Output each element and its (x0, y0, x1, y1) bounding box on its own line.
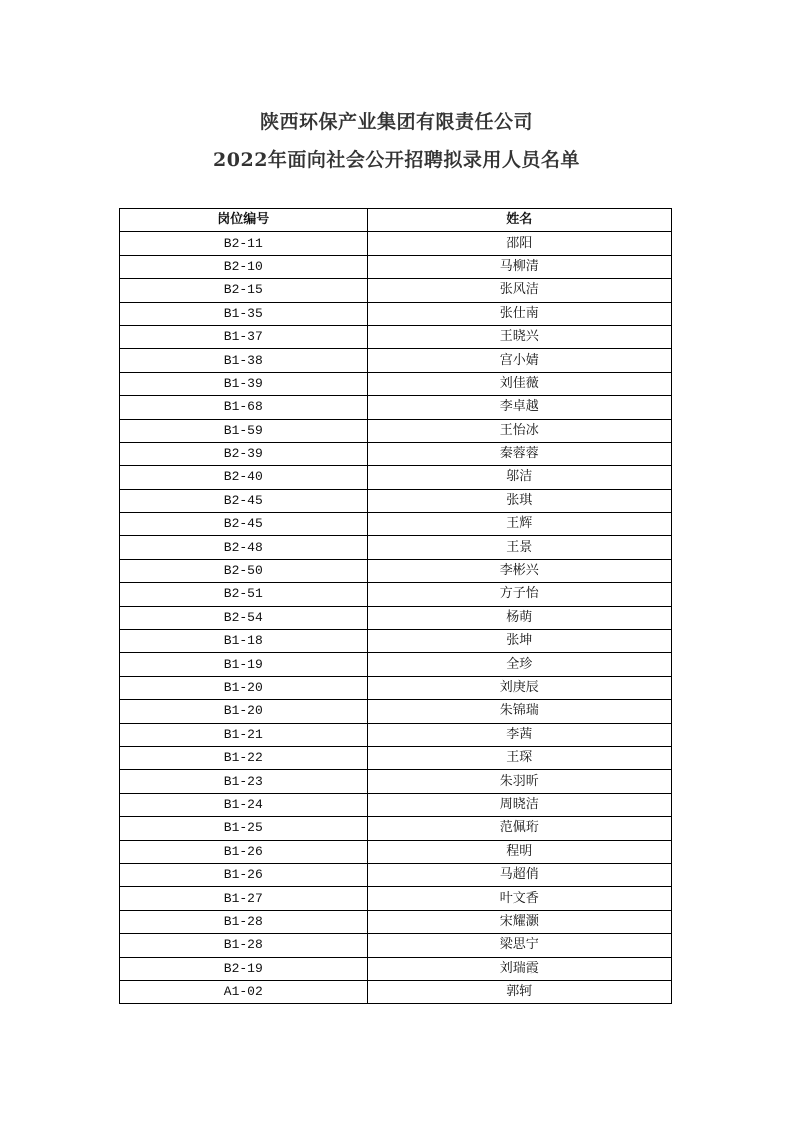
person-name-cell: 李茜 (367, 723, 671, 746)
position-code-cell: B2-10 (120, 255, 368, 278)
table-row (120, 887, 672, 910)
table-row (120, 653, 672, 676)
table-row (120, 840, 672, 863)
document-title-company: 陕西环保产业集团有限责任公司 (259, 111, 533, 133)
position-code-cell: B2-39 (120, 442, 368, 465)
position-code-cell: B1-28 (120, 910, 368, 933)
person-name-cell: 王晓兴 (367, 325, 671, 348)
person-name-cell: 李彬兴 (367, 559, 671, 582)
position-code-cell: B1-23 (120, 770, 368, 793)
person-name-cell: 程明 (367, 840, 671, 863)
table-row (120, 302, 672, 325)
person-name-cell: 朱锦瑞 (367, 700, 671, 723)
table-row (120, 957, 672, 980)
table-row (120, 349, 672, 372)
position-code-cell: B1-27 (120, 887, 368, 910)
position-code-cell: B1-39 (120, 372, 368, 395)
person-name-cell: 刘瑞霞 (367, 957, 671, 980)
person-name-cell: 杨萌 (367, 606, 671, 629)
table-row (120, 325, 672, 348)
person-name-cell: 全珍 (367, 653, 671, 676)
table-row (120, 419, 672, 442)
column-header-position-code: 岗位编号 (120, 209, 368, 232)
table-row (120, 396, 672, 419)
person-name-cell: 王辉 (367, 513, 671, 536)
position-code-cell: B1-21 (120, 723, 368, 746)
table-row (120, 536, 672, 559)
person-name-cell: 张仕南 (367, 302, 671, 325)
table-row (120, 630, 672, 653)
table-row (120, 232, 672, 255)
position-code-cell: B2-50 (120, 559, 368, 582)
position-code-cell: B2-40 (120, 466, 368, 489)
table-row (120, 466, 672, 489)
position-code-cell: B1-26 (120, 840, 368, 863)
table-row (120, 513, 672, 536)
position-code-cell: B2-48 (120, 536, 368, 559)
person-name-cell: 李卓越 (367, 396, 671, 419)
position-code-cell: B2-11 (120, 232, 368, 255)
position-code-cell: B1-18 (120, 630, 368, 653)
position-code-cell: B2-19 (120, 957, 368, 980)
position-code-cell: A1-02 (120, 980, 368, 1003)
position-code-cell: B1-25 (120, 817, 368, 840)
position-code-cell: B1-22 (120, 746, 368, 769)
person-name-cell: 马柳清 (367, 255, 671, 278)
table-row (120, 910, 672, 933)
table-row (120, 583, 672, 606)
table-row (120, 863, 672, 886)
person-name-cell: 刘庚辰 (367, 676, 671, 699)
person-name-cell: 王景 (367, 536, 671, 559)
position-code-cell: B2-45 (120, 489, 368, 512)
table-row (120, 372, 672, 395)
table-row (120, 442, 672, 465)
person-name-cell: 刘佳薇 (367, 372, 671, 395)
person-name-cell: 张风洁 (367, 279, 671, 302)
table-row (120, 746, 672, 769)
position-code-cell: B2-54 (120, 606, 368, 629)
person-name-cell: 王琛 (367, 746, 671, 769)
position-code-cell: B1-28 (120, 934, 368, 957)
table-row (120, 279, 672, 302)
position-code-cell: B1-59 (120, 419, 368, 442)
person-name-cell: 张琪 (367, 489, 671, 512)
position-code-cell: B1-20 (120, 676, 368, 699)
table-row (120, 980, 672, 1003)
position-code-cell: B1-38 (120, 349, 368, 372)
position-code-cell: B1-35 (120, 302, 368, 325)
person-name-cell: 张坤 (367, 630, 671, 653)
table-row (120, 723, 672, 746)
position-code-cell: B1-24 (120, 793, 368, 816)
person-name-cell: 王怡冰 (367, 419, 671, 442)
position-code-cell: B1-68 (120, 396, 368, 419)
position-code-cell: B1-26 (120, 863, 368, 886)
table-row (120, 817, 672, 840)
person-name-cell: 叶文香 (367, 887, 671, 910)
table-row (120, 770, 672, 793)
table-row (120, 934, 672, 957)
person-name-cell: 郭轲 (367, 980, 671, 1003)
position-code-cell: B1-19 (120, 653, 368, 676)
table-header-row (120, 209, 672, 232)
person-name-cell: 梁思宁 (367, 934, 671, 957)
person-name-cell: 宫小婧 (367, 349, 671, 372)
hiring-roster-table (119, 208, 672, 1004)
person-name-cell: 朱羽昕 (367, 770, 671, 793)
person-name-cell: 邵阳 (367, 232, 671, 255)
person-name-cell: 方子怡 (367, 583, 671, 606)
person-name-cell: 邬洁 (367, 466, 671, 489)
position-code-cell: B2-45 (120, 513, 368, 536)
table-row (120, 793, 672, 816)
table-row (120, 559, 672, 582)
position-code-cell: B1-20 (120, 700, 368, 723)
table-row (120, 676, 672, 699)
position-code-cell: B2-15 (120, 279, 368, 302)
table-row (120, 700, 672, 723)
table-row (120, 255, 672, 278)
person-name-cell: 周晓洁 (367, 793, 671, 816)
person-name-cell: 秦蓉蓉 (367, 442, 671, 465)
column-header-name: 姓名 (367, 209, 671, 232)
position-code-cell: B2-51 (120, 583, 368, 606)
document-title-list: 2022年面向社会公开招聘拟录用人员名单 (213, 149, 580, 171)
person-name-cell: 马超俏 (367, 863, 671, 886)
position-code-cell: B1-37 (120, 325, 368, 348)
table-row (120, 489, 672, 512)
table-body (120, 232, 672, 1004)
table-row (120, 606, 672, 629)
person-name-cell: 宋耀灏 (367, 910, 671, 933)
person-name-cell: 范佩珩 (367, 817, 671, 840)
